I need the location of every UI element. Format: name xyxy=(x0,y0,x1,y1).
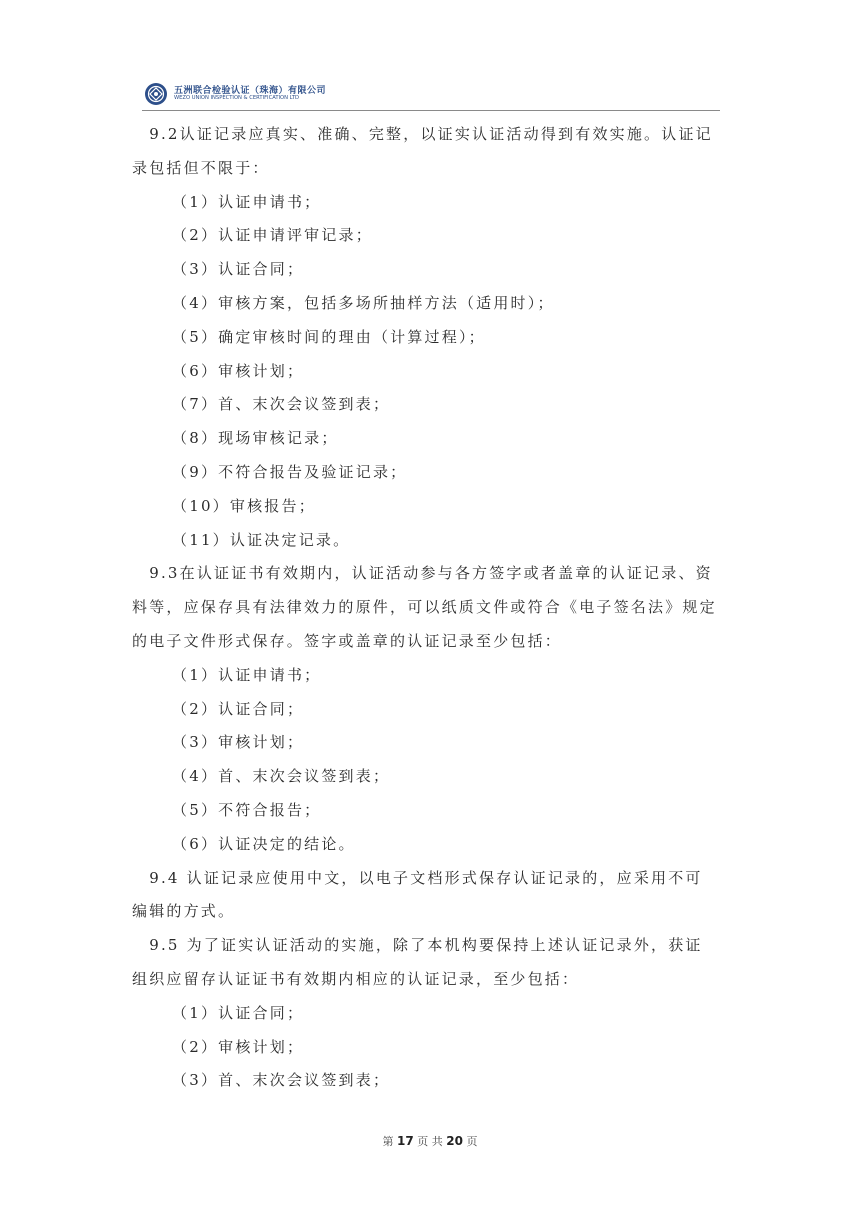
paragraph-line: 9.3在认证证书有效期内，认证活动参与各方签字或者盖章的认证记录、资 xyxy=(132,564,713,583)
list-item: （1）认证申请书； xyxy=(172,665,322,684)
paragraph-line: 编辑的方式。 xyxy=(132,902,236,921)
list-item: （5）确定审核时间的理由（计算过程）； xyxy=(172,327,486,346)
list-item: （4）审核方案，包括多场所抽样方法（适用时）； xyxy=(172,293,555,312)
company-name-cn: 五洲联合检验认证（珠海）有限公司 xyxy=(174,86,327,96)
paragraph-line: 料等，应保存具有法律效力的原件，可以纸质文件或符合《电子签名法》规定 xyxy=(132,598,717,617)
company-logo-icon xyxy=(144,82,168,106)
list-item: （2）审核计划； xyxy=(172,1037,305,1056)
document-body xyxy=(132,118,732,1098)
list-item: （2）认证申请评审记录； xyxy=(172,226,373,245)
paragraph-line: 的电子文件形式保存。签字或盖章的认证记录至少包括： xyxy=(132,631,563,650)
page-header xyxy=(142,80,720,111)
company-name-en: WEZO UNION INSPECTION & CERTIFICATION LTD xyxy=(174,95,300,101)
list-item: （7）首、末次会议签到表； xyxy=(172,395,391,414)
total-pages-number: 20 xyxy=(446,1134,463,1148)
list-item: （3）首、末次会议签到表； xyxy=(172,1071,391,1090)
current-page-number: 17 xyxy=(397,1134,414,1148)
list-item: （11）认证决定记录。 xyxy=(172,530,351,549)
list-item: （1）认证申请书； xyxy=(172,192,322,211)
list-item: （6）认证决定的结论。 xyxy=(172,834,356,853)
list-item: （1）认证合同； xyxy=(172,1003,305,1022)
footer-middle: 页 共 xyxy=(417,1135,443,1148)
list-item: （10）审核报告； xyxy=(172,496,316,515)
list-item: （8）现场审核记录； xyxy=(172,429,339,448)
paragraph-line: 录包括但不限于： xyxy=(132,158,270,177)
list-item: （3）审核计划； xyxy=(172,733,305,752)
list-item: （5）不符合报告； xyxy=(172,800,322,819)
list-item: （2）认证合同； xyxy=(172,699,305,718)
page-footer xyxy=(0,1133,860,1149)
list-item: （6）审核计划； xyxy=(172,361,305,380)
paragraph-line: 9.5 为了证实认证活动的实施，除了本机构要保持上述认证记录外，获证 xyxy=(132,936,703,955)
paragraph-line: 9.4 认证记录应使用中文，以电子文档形式保存认证记录的，应采用不可 xyxy=(132,868,703,887)
list-item: （9）不符合报告及验证记录； xyxy=(172,462,408,481)
paragraph-line: 组织应留存认证证书有效期内相应的认证记录，至少包括： xyxy=(132,969,580,988)
list-item: （3）认证合同； xyxy=(172,260,305,279)
list-item: （4）首、末次会议签到表； xyxy=(172,767,391,786)
footer-prefix: 第 xyxy=(382,1135,394,1148)
paragraph-line: 9.2认证记录应真实、准确、完整，以证实认证活动得到有效实施。认证记 xyxy=(132,125,713,143)
footer-suffix: 页 xyxy=(466,1135,478,1148)
